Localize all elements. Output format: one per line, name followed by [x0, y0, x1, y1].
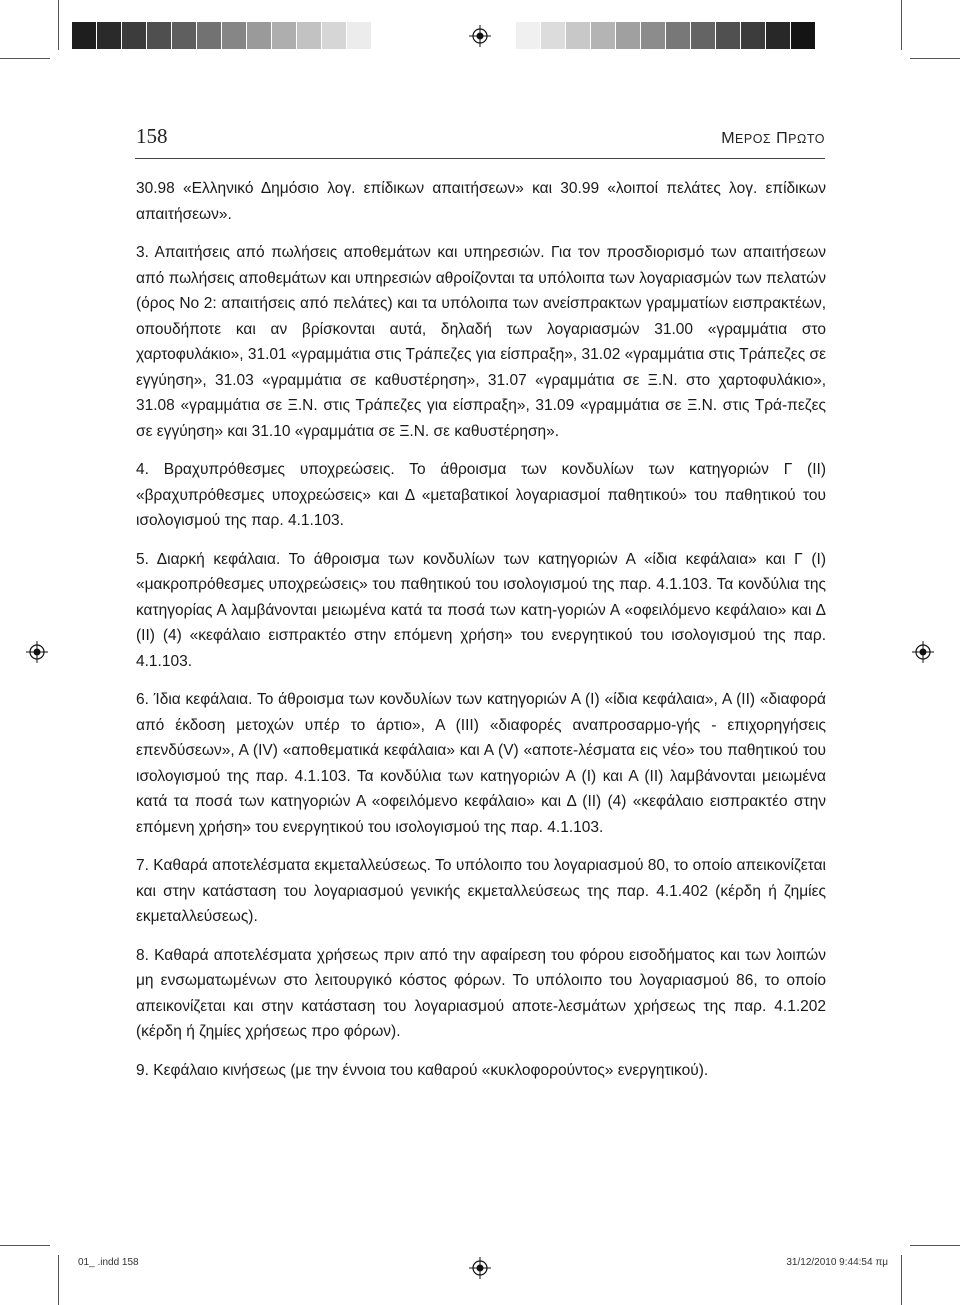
crop-mark — [58, 1255, 59, 1305]
page-number: 158 — [136, 124, 168, 148]
calibration-swatch — [122, 22, 147, 49]
calibration-swatch — [347, 22, 372, 49]
paragraph: 5. Διαρκή κεφάλαια. Το άθροισμα των κονδυλίων των κατηγοριών Α «ίδια κεφάλαια» και Γ (Ι) «μακροπρόθεσμες υποχρεώσεις» του παθητικού του ισολογισμού της παρ. 4.1.103. Τα κονδύλια της κατηγορίας Α λαμβάνονται μειωμένα κατά τα ποσά των κατη-γοριών Α «οφειλόμενο κεφάλαιο» και Δ (ΙΙ) (4) «κεφάλαιο εισπρακτέο στην επόμενη χρήση» του ενεργητικού του ισολογισμού της παρ. 4.1.103. — [136, 550, 826, 670]
paragraph: 6. Ίδια κεφάλαια. Το άθροισμα των κονδυλίων των κατηγοριών Α (Ι) «ίδια κεφάλαια», Α (ΙΙ) «διαφορά από έκδοση μετοχών υπέρ το άρτιο», Α (ΙΙΙ) «διαφορές αναπροσαρμο-γής - επιχορηγήσεις επενδύσεων», Α (ΙV) «αποθεματικά κεφάλαια» και Α (V) «αποτε-λέσματα εις νέο» του παθητικού του ισολογισμού της παρ. 4.1.103. Τα κονδύλια των κατηγοριών Α (Ι) και Α (ΙΙ) λαμβάνονται μειωμένα κατά τα ποσά των κατηγοριών Α «οφειλόμενο κεφάλαιο» και Δ (ΙΙ) (4) «κεφάλαιο εισπρακτέο στην επόμενη χρήση» του ενεργητικού του ισολογισμού της παρ. 4.1.103. — [136, 691, 826, 836]
calibration-swatch — [666, 22, 691, 49]
registration-mark-icon — [912, 641, 934, 663]
calibration-swatch — [172, 22, 197, 49]
registration-mark-icon — [26, 641, 48, 663]
calibration-swatch — [147, 22, 172, 49]
calibration-swatch — [72, 22, 97, 49]
calibration-swatch — [741, 22, 766, 49]
calibration-swatch — [616, 22, 641, 49]
calibration-swatch — [541, 22, 566, 49]
crop-mark — [0, 1245, 50, 1246]
calibration-bar-left — [72, 22, 372, 49]
calibration-swatch — [197, 22, 222, 49]
calibration-swatch — [516, 22, 541, 49]
crop-mark — [901, 0, 902, 50]
section-title — [721, 130, 825, 148]
paragraph: 7. Καθαρά αποτελέσματα εκμεταλλεύσεως. Το υπόλοιπο του λογαριασμού 80, το οποίο απεικονίζεται και στην κατάσταση του λογαριασμού γενικής εκμεταλλεύσεως της παρ. 4.1.402 (κέρδη ή ζημίες εκμεταλλεύσεως). — [136, 857, 826, 925]
calibration-swatch — [566, 22, 591, 49]
crop-mark — [58, 0, 59, 50]
crop-mark — [0, 58, 50, 59]
calibration-swatch — [591, 22, 616, 49]
paragraph: 3. Απαιτήσεις από πωλήσεις αποθεμάτων και υπηρεσιών. Για τον προσδιορισμό των απαιτήσεων από πωλήσεις αποθεμάτων και υπηρεσιών αθροίζονται τα υπόλοιπα των λογαριασμών των πελατών (όρος Νο 2: απαιτήσεις από πελάτες) και τα υπόλοιπα των ανείσπρακτων γραμματίων εισπρακτέων, οπουδήποτε και αν βρίσκονται αυτά, δηλαδή των λογαριασμών 31.00 «γραμμάτια στο χαρτοφυλάκιο», 31.01 «γραμμάτια στις Τράπεζες για είσπραξη», 31.02 «γραμμάτια στις Τράπεζες σε εγγύηση», 31.03 «γραμμάτια σε καθυστέρηση», 31.07 «γραμμάτια σε Ξ.Ν. στο χαρτοφυλάκιο», 31.08 «γραμμάτια σε Ξ.Ν. στις Τράπεζες για είσπραξη», 31.09 «γραμμάτια σε Ξ.Ν. στις Τρά-πεζες σε εγγύηση» και 31.10 «γραμμάτια σε Ξ.Ν. σε καθυστέρηση». — [136, 244, 826, 440]
calibration-swatch — [791, 22, 816, 49]
calibration-swatch — [691, 22, 716, 49]
calibration-swatch — [641, 22, 666, 49]
paragraph: 4. Βραχυπρόθεσμες υποχρεώσεις. Το άθροισμα των κονδυλίων των κατηγοριών Γ (ΙΙ) «βραχυπρόθεσμες υποχρεώσεις» και Δ «μεταβατικοί λογαριασμοί παθητικού» του παθητικού του ισολογισμού της παρ. 4.1.103. — [136, 461, 826, 529]
crop-mark — [910, 1245, 960, 1246]
calibration-swatch — [716, 22, 741, 49]
calibration-swatch — [297, 22, 322, 49]
calibration-bar-right — [516, 22, 816, 49]
crop-mark — [910, 58, 960, 59]
slug-timestamp: 31/12/2010 9:44:54 πμ — [786, 1257, 888, 1268]
page-body — [136, 176, 826, 1096]
section-title-cap: Μ — [721, 130, 736, 147]
registration-mark-icon — [469, 1257, 491, 1279]
section-title-smallcaps: ΕΡΟΣ — [735, 132, 772, 146]
header-rule — [135, 158, 825, 159]
calibration-swatch — [322, 22, 347, 49]
calibration-swatch — [766, 22, 791, 49]
slug-file-name: 01_ .indd 158 — [78, 1257, 139, 1268]
section-title-cap: Π — [776, 130, 789, 147]
paragraph: 30.98 «Ελληνικό Δημόσιο λογ. επίδικων απαιτήσεων» και 30.99 «λοιποί πελάτες λογ. επίδικων απαιτήσεων». — [136, 180, 826, 223]
paragraph: 9. Κεφάλαιο κινήσεως (με την έννοια του καθαρού «κυκλοφορούντος» ενεργητικού). — [136, 1061, 709, 1079]
crop-mark — [901, 1255, 902, 1305]
calibration-swatch — [272, 22, 297, 49]
paragraph: 8. Καθαρά αποτελέσματα χρήσεως πριν από την αφαίρεση του φόρου εισοδήματος και των λοιπών μη ενσωματωμένων στο λειτουργικό κόστος φόρων. Το υπόλοιπο του λογαριασμού 86, το οποίο απεικονίζεται και στην κατάσταση του λογαριασμού αποτε-λεσμάτων χρήσεως της παρ. 4.1.202 (κέρδη ή ζημίες χρήσεως προ φόρων). — [136, 946, 826, 1040]
registration-mark-icon — [469, 25, 491, 47]
calibration-swatch — [222, 22, 247, 49]
section-title-smallcaps: ΡΩΤΟ — [788, 132, 825, 146]
calibration-swatch — [247, 22, 272, 49]
calibration-swatch — [97, 22, 122, 49]
